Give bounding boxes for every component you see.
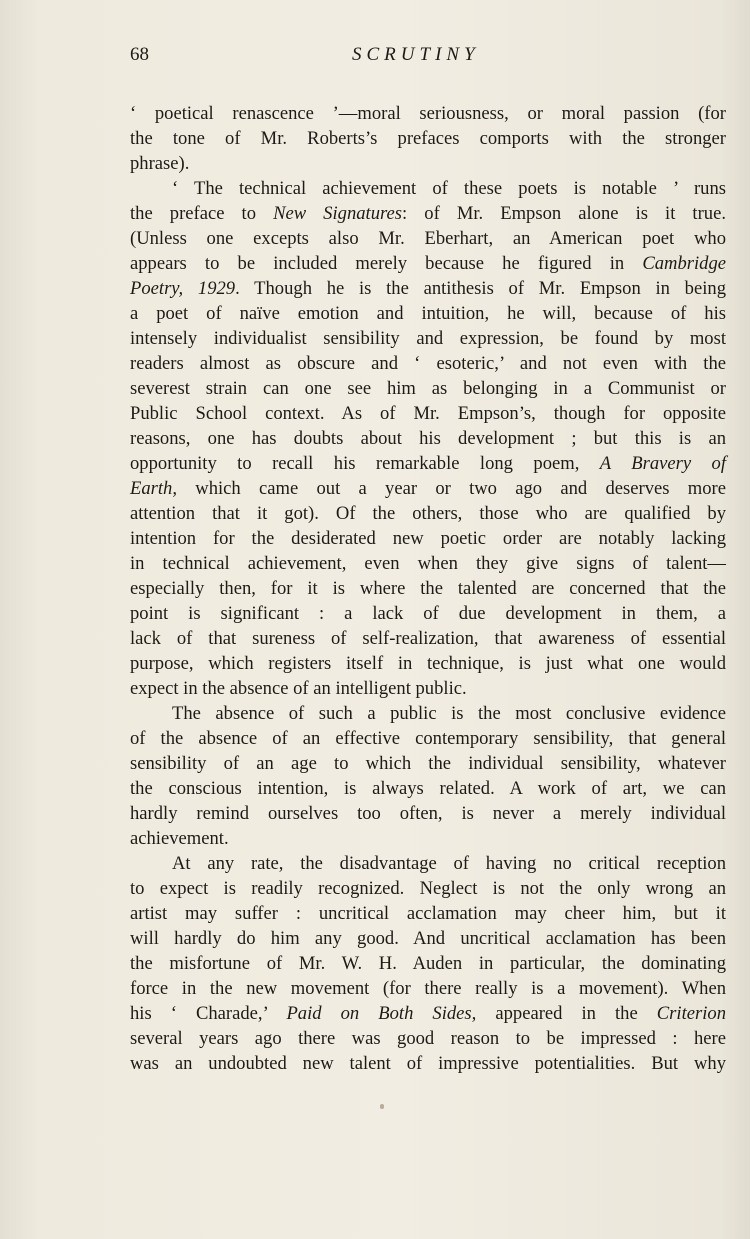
text-line xyxy=(130,526,726,551)
text-run: the conscious intention, is always related. A work of art, we can xyxy=(130,778,726,799)
text-run: Public School context. As of Mr. Empson’s, though for opposite xyxy=(130,403,726,424)
text-run: intensely individualist sensibility and expression, be found by most xyxy=(130,328,726,349)
text-run: reasons, one has doubts about his development ; but this is an xyxy=(130,428,726,449)
text-run: At any rate, the disadvantage of having no critical reception xyxy=(172,853,726,874)
text-line xyxy=(130,201,726,226)
text-line xyxy=(130,826,726,851)
text-line xyxy=(130,776,726,801)
text-run: which came out a year or two ago and deserves more xyxy=(177,478,726,499)
text-line xyxy=(130,1051,726,1076)
text-run: the misfortune of Mr. W. H. Auden in particular, the dominating xyxy=(130,953,726,974)
text-line xyxy=(130,1001,726,1026)
text-line xyxy=(130,351,726,376)
text-run: opportunity to recall his remarkable long poem, xyxy=(130,453,600,474)
text-run: his ‘ Charade,’ xyxy=(130,1003,287,1024)
text-line xyxy=(130,676,726,701)
text-run: in technical achievement, even when they give signs of talent— xyxy=(130,553,726,574)
text-run: purpose, which registers itself in technique, is just what one would xyxy=(130,653,726,674)
text-run: severest strain can one see him as belonging in a Communist or xyxy=(130,378,726,399)
text-line xyxy=(130,151,726,176)
italic-text: New Signatures xyxy=(273,203,403,224)
italic-text: Cambridge xyxy=(642,253,726,274)
text-line xyxy=(130,726,726,751)
text-run: readers almost as obscure and ‘ esoteric,’ and not even with the xyxy=(130,353,726,374)
text-run: sensibility of an age to which the individual sensibility, whatever xyxy=(130,753,726,774)
text-run: of the absence of an effective contemporary sensibility, that general xyxy=(130,728,726,749)
text-run: point is significant : a lack of due development in them, a xyxy=(130,603,726,624)
text-line xyxy=(130,901,726,926)
page-header xyxy=(130,44,728,74)
text-line xyxy=(130,451,726,476)
text-run: : of Mr. Empson alone is it true. xyxy=(402,203,726,224)
text-line xyxy=(130,951,726,976)
text-run: artist may suffer : uncritical acclamation may cheer him, but it xyxy=(130,903,726,924)
text-line xyxy=(130,576,726,601)
text-run: will hardly do him any good. And uncritical acclamation has been xyxy=(130,928,726,949)
text-run: appears to be included merely because he figured in xyxy=(130,253,643,274)
text-run: several years ago there was good reason to be impressed : here xyxy=(130,1028,726,1049)
text-run: achievement. xyxy=(130,828,229,849)
text-line xyxy=(130,801,726,826)
text-run: phrase). xyxy=(130,153,190,174)
page-number: 68 xyxy=(130,44,149,65)
text-run: appeared in the xyxy=(476,1003,657,1024)
text-line xyxy=(130,601,726,626)
text-run: The absence of such a public is the most conclusive evidence xyxy=(172,703,726,724)
text-run: the preface to xyxy=(130,203,274,224)
text-line xyxy=(130,276,726,301)
text-line xyxy=(130,1026,726,1051)
text-line xyxy=(130,401,726,426)
text-line xyxy=(130,376,726,401)
italic-text: Criterion xyxy=(656,1003,726,1024)
text-line xyxy=(130,226,726,251)
text-line xyxy=(130,751,726,776)
text-line xyxy=(130,651,726,676)
text-run: was an undoubted new talent of impressive potentialities. But why xyxy=(130,1053,726,1074)
text-run: the tone of Mr. Roberts’s prefaces comports with the stronger xyxy=(130,128,726,149)
text-line xyxy=(130,476,726,501)
text-run: attention that it got). Of the others, those who are qualified by xyxy=(130,503,726,524)
text-line xyxy=(130,326,726,351)
text-line xyxy=(130,876,726,901)
text-line xyxy=(130,301,726,326)
text-line xyxy=(130,701,726,726)
italic-text: Paid on Both Sides, xyxy=(286,1003,477,1024)
text-line xyxy=(130,101,726,126)
text-run: (Unless one excepts also Mr. Eberhart, an American poet who xyxy=(130,228,726,249)
text-line xyxy=(130,926,726,951)
text-run: intention for the desiderated new poetic order are notably lacking xyxy=(130,528,726,549)
text-line xyxy=(130,126,726,151)
text-line xyxy=(130,976,726,1001)
text-run: to expect is readily recognized. Neglect is not the only wrong an xyxy=(130,878,726,899)
text-line xyxy=(130,176,726,201)
text-run: lack of that sureness of self-realization, that awareness of essential xyxy=(130,628,726,649)
text-run: ‘ poetical renascence ’—moral seriousness, or moral passion (for xyxy=(130,103,726,124)
text-line xyxy=(130,501,726,526)
paper-speck xyxy=(380,1104,384,1109)
text-run: ‘ The technical achievement of these poets is notable ’ runs xyxy=(172,178,726,199)
text-run: force in the new movement (for there really is a movement). When xyxy=(130,978,726,999)
running-head: SCRUTINY xyxy=(352,44,480,65)
body-text xyxy=(130,101,726,1076)
text-run: especially then, for it is where the talented are concerned that the xyxy=(130,578,726,599)
italic-text: Poetry, 1929 xyxy=(130,278,236,299)
text-run: hardly remind ourselves too often, is never a merely individual xyxy=(130,803,726,824)
text-line xyxy=(130,551,726,576)
text-run: a poet of naïve emotion and intuition, he will, because of his xyxy=(130,303,726,324)
text-line xyxy=(130,626,726,651)
italic-text: A Bravery of xyxy=(599,453,726,474)
text-run: . Though he is the antithesis of Mr. Empson in being xyxy=(235,278,726,299)
text-run: expect in the absence of an intelligent public. xyxy=(130,678,467,699)
italic-text: Earth, xyxy=(130,478,178,499)
text-line xyxy=(130,426,726,451)
text-line xyxy=(130,851,726,876)
text-line xyxy=(130,251,726,276)
